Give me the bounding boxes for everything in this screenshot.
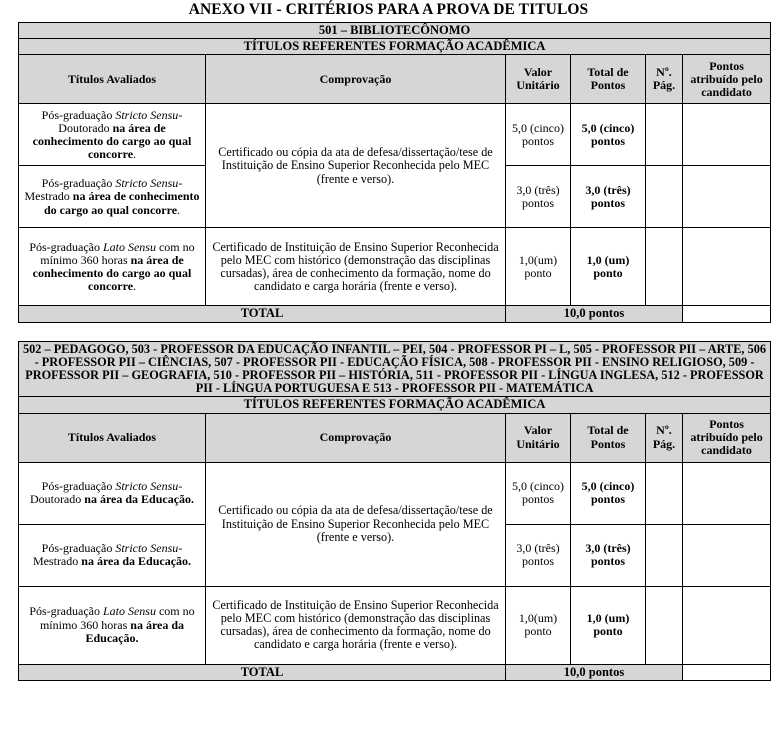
valor-unitario-doutorado: 5,0 (cinco) pontos [506, 462, 571, 524]
table-row [19, 228, 771, 306]
n-pag-doutorado-field[interactable] [646, 462, 683, 524]
criteria-table-502-513 [18, 341, 771, 681]
title-bold: na área de conhecimento do cargo ao qual concorre [32, 252, 192, 294]
pontos-candidato-lato-field[interactable] [683, 586, 771, 664]
table-header-band-row [19, 23, 771, 39]
column-header-titulos: Títulos Avaliados [19, 55, 206, 104]
position-header: 501 – BIBLIOTECÔNOMO [19, 23, 771, 39]
proof-stricto-sensu: Certificado ou cópia da ata de defesa/dissertação/tese de Instituição de Ensino Superior Reconhecida pelo MEC (frente e verso). [206, 104, 506, 228]
title-bold: na área da Educação. [81, 554, 192, 569]
title-mid: -Doutorado [29, 478, 183, 507]
table-total-row [19, 306, 771, 322]
title-mid: com no mínimo 360 horas [40, 239, 195, 267]
title-bold: na área de conhecimento do cargo ao qual concorre [43, 189, 200, 217]
title-mid: com no mínimo 360 horas [39, 604, 195, 632]
title-prefix: Pós-graduação [41, 176, 116, 191]
title-doutorado [19, 462, 206, 524]
section-subtitle: TÍTULOS REFERENTES FORMAÇÃO ACADÊMICA [19, 397, 771, 413]
n-pag-lato-field[interactable] [646, 586, 683, 664]
table-total-row [19, 664, 771, 680]
total-value: 10,0 pontos [506, 306, 683, 322]
n-pag-mestrado-field[interactable] [646, 166, 683, 228]
title-italic: Lato Sensu [102, 604, 156, 619]
n-pag-lato-field[interactable] [646, 228, 683, 306]
pontos-candidato-lato-field[interactable] [683, 228, 771, 306]
column-header-pontos-candidato: Pontos atribuído pelo candidato [683, 413, 771, 462]
total-pontos-lato: 1,0 (um) ponto [571, 586, 646, 664]
criteria-table-501 [18, 22, 771, 323]
title-mid: -Mestrado [24, 176, 183, 204]
column-header-pontos-candidato: Pontos atribuído pelo candidato [683, 55, 771, 104]
title-prefix: Pós-graduação [41, 478, 116, 493]
n-pag-mestrado-field[interactable] [646, 524, 683, 586]
title-prefix: Pós-graduação [29, 239, 103, 254]
pontos-candidato-mestrado-field[interactable] [683, 524, 771, 586]
table-column-header-row [19, 413, 771, 462]
title-prefix: Pós-graduação [41, 540, 116, 555]
title-bold: na área de conhecimento do cargo ao qual concorre [32, 120, 192, 162]
title-mestrado [19, 524, 206, 586]
total-label: TOTAL [19, 664, 506, 680]
title-prefix: Pós-graduação [29, 604, 103, 619]
total-pontos-mestrado: 3,0 (três) pontos [571, 166, 646, 228]
title-suffix: . [133, 147, 137, 162]
valor-unitario-mestrado: 3,0 (três) pontos [506, 166, 571, 228]
pontos-candidato-doutorado-field[interactable] [683, 104, 771, 166]
total-pontos-mestrado: 3,0 (três) pontos [571, 524, 646, 586]
proof-lato-sensu: Certificado de Instituição de Ensino Superior Reconhecida pelo MEC com histórico (demonstração das disciplinas cursadas), área de conhecimento da formação, nome do candidato e carga horária (frente e verso). [206, 228, 506, 306]
title-suffix: . [133, 279, 137, 294]
title-italic: Stricto Sensu [115, 540, 179, 555]
table-row [19, 104, 771, 166]
title-lato [19, 586, 206, 664]
title-mid: -Doutorado [58, 107, 183, 135]
n-pag-doutorado-field[interactable] [646, 104, 683, 166]
total-value: 10,0 pontos [506, 664, 683, 680]
table-row [19, 586, 771, 664]
title-mid: -Mestrado [32, 540, 183, 569]
valor-unitario-lato: 1,0(um) ponto [506, 228, 571, 306]
table-subtitle-row [19, 39, 771, 55]
column-header-n-pag: Nº. Pág. [646, 55, 683, 104]
title-bold: na área da Educação. [85, 617, 185, 645]
section-subtitle: TÍTULOS REFERENTES FORMAÇÃO ACADÊMICA [19, 39, 771, 55]
column-header-comprovacao: Comprovação [206, 413, 506, 462]
title-lato [19, 228, 206, 306]
title-prefix: Pós-graduação [41, 107, 116, 122]
total-pontos-doutorado: 5,0 (cinco) pontos [571, 104, 646, 166]
title-italic: Stricto Sensu [115, 478, 179, 493]
title-mestrado [19, 166, 206, 228]
column-header-valor-unitario: Valor Unitário [506, 55, 571, 104]
column-header-n-pag: Nº. Pág. [646, 413, 683, 462]
title-bold: na área da Educação. [84, 492, 195, 507]
title-italic: Lato Sensu [102, 239, 156, 254]
proof-lato-sensu: Certificado de Instituição de Ensino Superior Reconhecida pelo MEC com histórico (demonstração das disciplinas cursadas), área de conhecimento da formação, nome do candidato e carga horária (frente e verso). [206, 586, 506, 664]
valor-unitario-doutorado: 5,0 (cinco) pontos [506, 104, 571, 166]
position-header: 502 – PEDAGOGO, 503 - PROFESSOR DA EDUCAÇÃO INFANTIL – PEI, 504 - PROFESSOR PI – L, 505 - PROFESSOR PII – ARTE, 506 - PROFESSOR PII – CIÊNCIAS, 507 - PROFESSOR PII - EDUCAÇÃO FÍSICA, 508 - PROFESSOR PII - ENSINO RELIGIOSO, 509 - PROFESSOR PII – GEOGRAFIA, 510 - PROFESSOR PII – HISTÓRIA, 511 - PROFESSOR PII - LÍNGUA INGLESA, 512 - PROFESSOR PII - LÍNGUA PORTUGUESA E 513 - PROFESSOR PII - MATEMÁTICA [19, 341, 771, 397]
column-header-titulos: Títulos Avaliados [19, 413, 206, 462]
column-header-valor-unitario: Valor Unitário [506, 413, 571, 462]
pontos-candidato-mestrado-field[interactable] [683, 166, 771, 228]
total-label: TOTAL [19, 306, 506, 322]
column-header-total-pontos: Total de Pontos [571, 55, 646, 104]
table-separator [18, 323, 759, 341]
table-row [19, 462, 771, 524]
total-pontos-lato: 1,0 (um) ponto [571, 228, 646, 306]
title-italic: Stricto Sensu [115, 176, 179, 191]
column-header-total-pontos: Total de Pontos [571, 413, 646, 462]
valor-unitario-lato: 1,0(um) ponto [506, 586, 571, 664]
total-pontos-candidato-field[interactable] [683, 664, 771, 680]
table-header-band-row [19, 341, 771, 397]
proof-stricto-sensu: Certificado ou cópia da ata de defesa/dissertação/tese de Instituição de Ensino Superior Reconhecida pelo MEC (frente e verso). [206, 462, 506, 586]
page-title: ANEXO VII - CRITÉRIOS PARA A PROVA DE TITULOS [188, 1, 589, 18]
total-pontos-candidato-field[interactable] [683, 306, 771, 322]
title-doutorado [19, 104, 206, 166]
pontos-candidato-doutorado-field[interactable] [683, 462, 771, 524]
title-suffix: . [177, 202, 181, 217]
title-italic: Stricto Sensu [115, 107, 179, 122]
valor-unitario-mestrado: 3,0 (três) pontos [506, 524, 571, 586]
table-subtitle-row [19, 397, 771, 413]
table-column-header-row [19, 55, 771, 104]
total-pontos-doutorado: 5,0 (cinco) pontos [571, 462, 646, 524]
column-header-comprovacao: Comprovação [206, 55, 506, 104]
